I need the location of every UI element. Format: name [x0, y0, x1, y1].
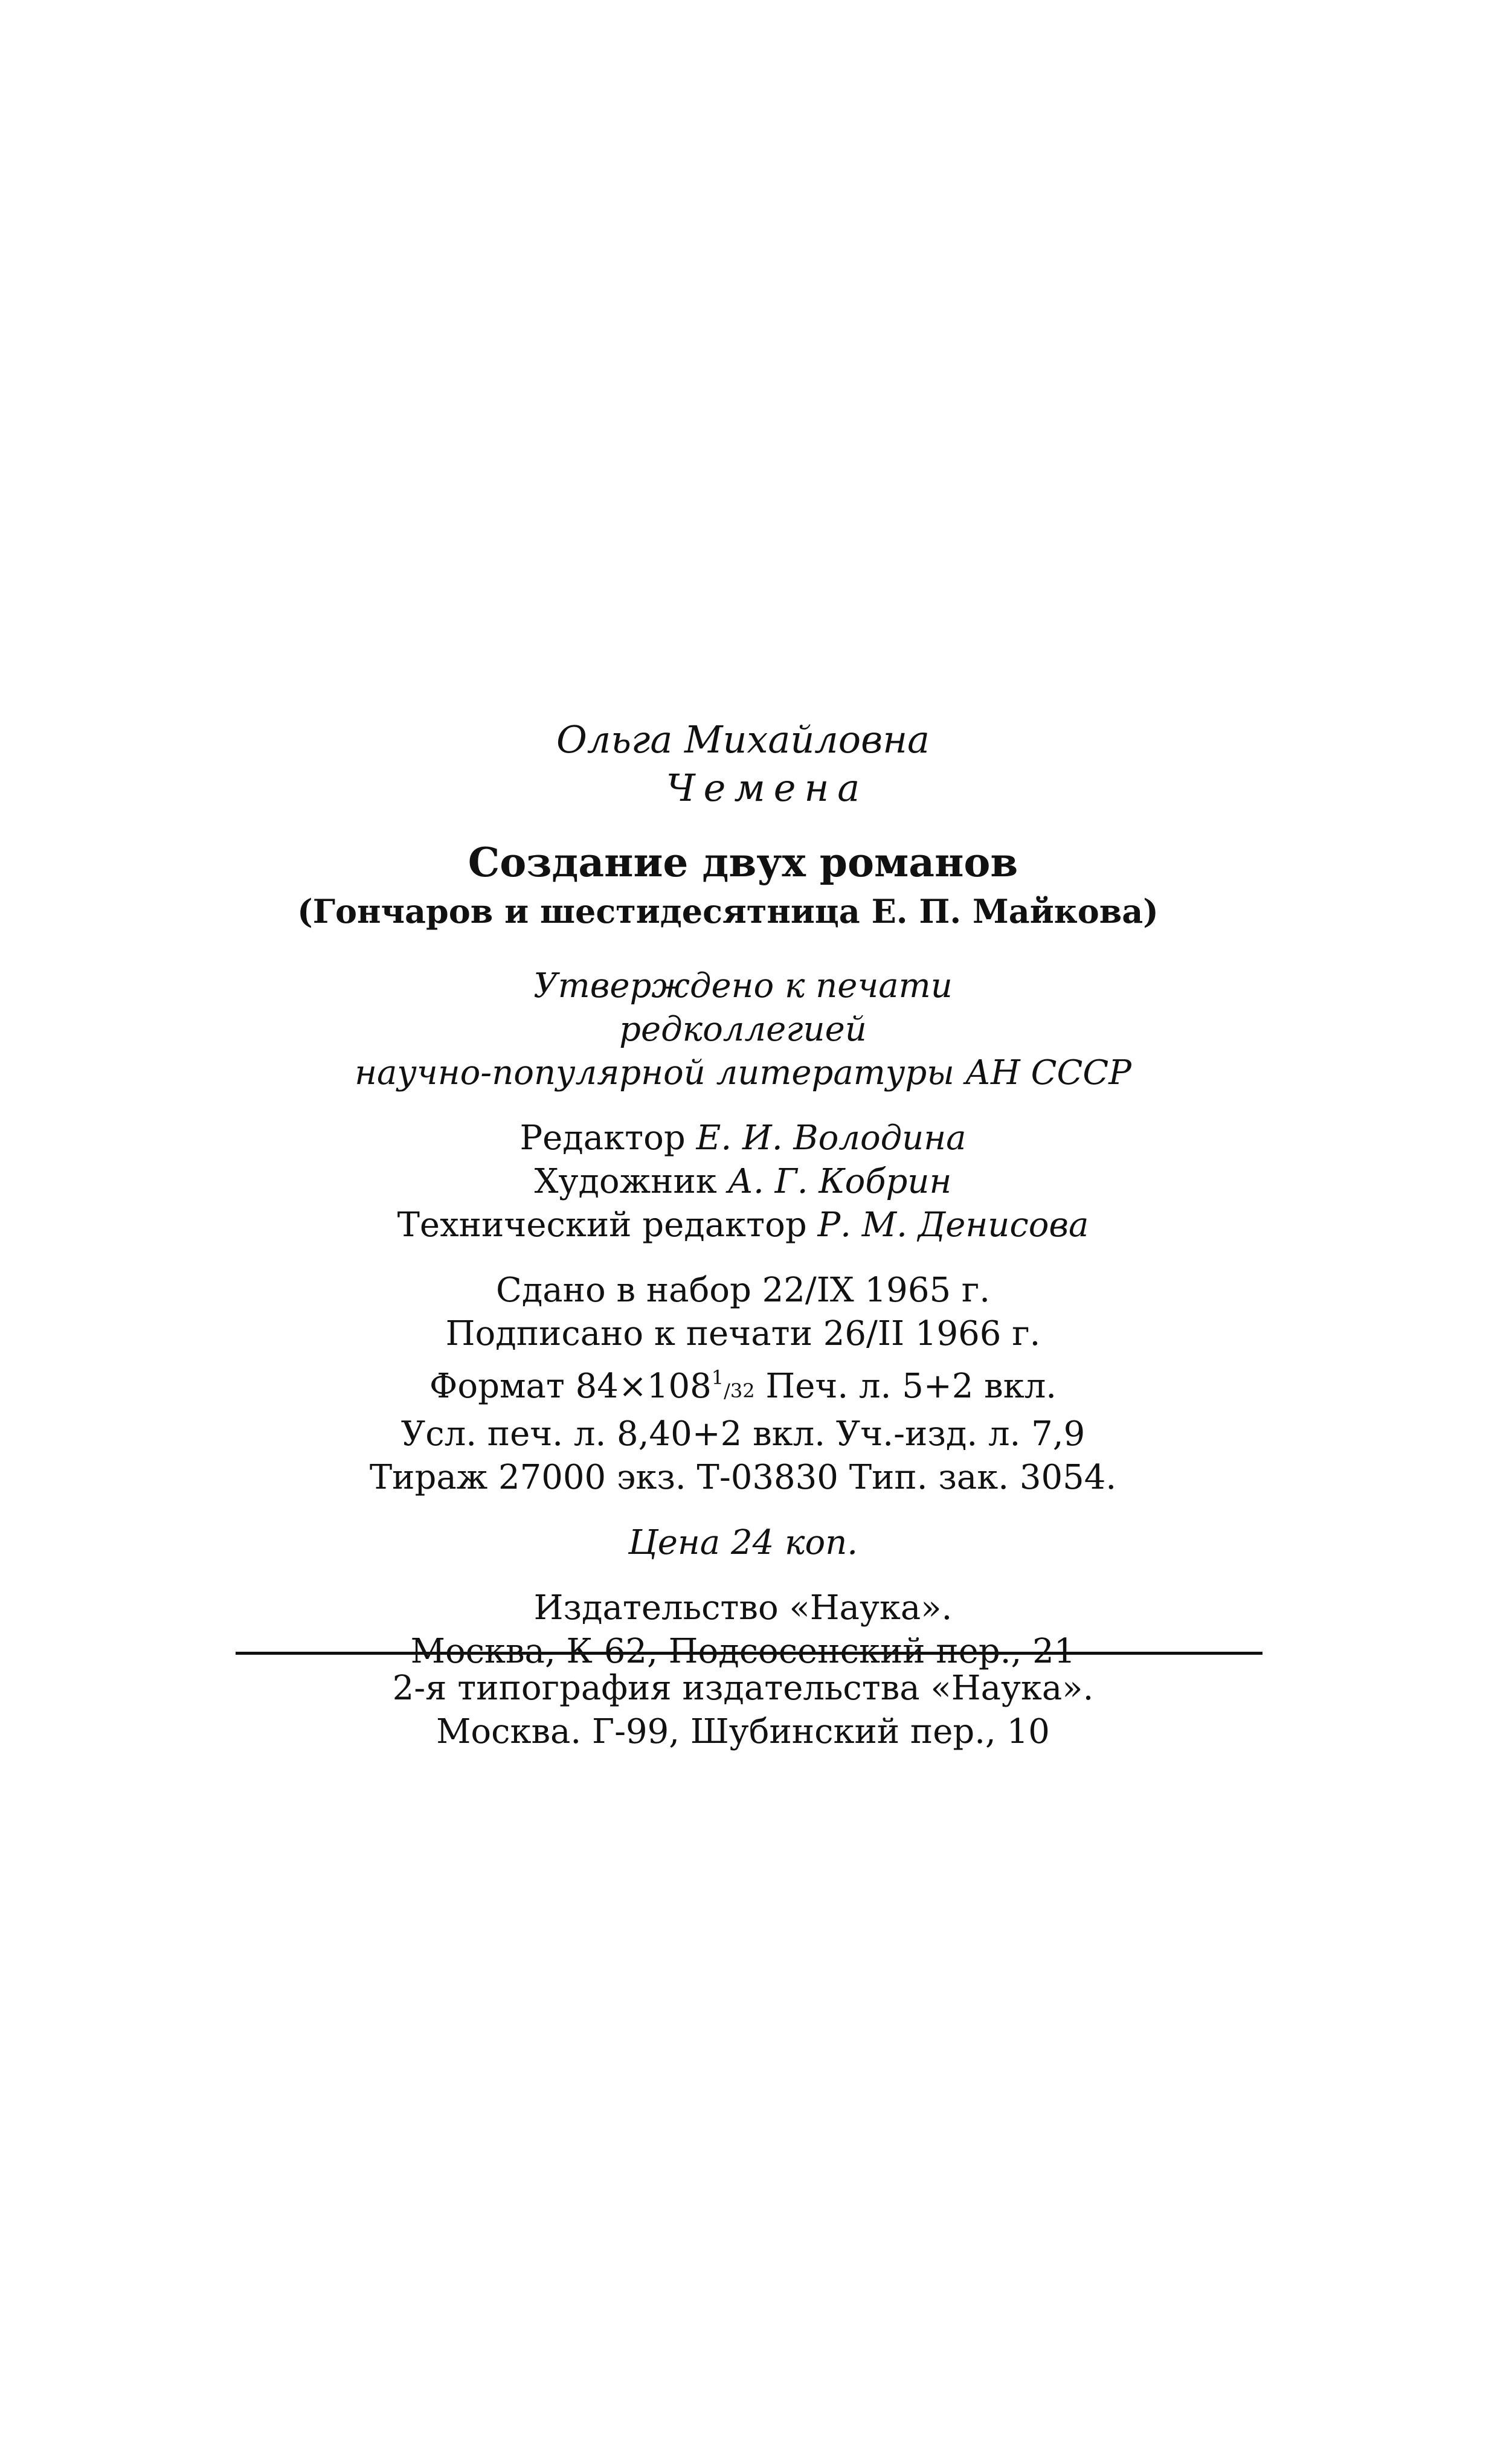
approval-line-2: редколлегией	[619, 1010, 867, 1049]
format-suffix: Печ. л. 5+2 вкл.	[754, 1367, 1057, 1406]
format-sup: 1	[711, 1366, 724, 1389]
print-sheets: Усл. печ. л. 8,40+2 вкл. Уч.-изд. л. 7,9	[400, 1414, 1086, 1454]
book-title: Создание двух романов	[468, 839, 1018, 886]
tech-editor-line	[0, 1204, 1486, 1247]
tech-editor-name: Р. М. Денисова	[817, 1205, 1089, 1245]
print-sent: Сдано в набор 22/IX 1965 г.	[495, 1271, 991, 1310]
artist-line	[0, 1160, 1486, 1204]
artist-name: А. Г. Кобрин	[727, 1162, 952, 1201]
approval-line-3: научно-популярной литературы АН СССР	[355, 1053, 1131, 1092]
book-subtitle: (Гончаров и шестидесятница Е. П. Майкова)	[297, 892, 1159, 931]
author-first-names: Ольга Михайловна	[556, 717, 930, 762]
print-run: Тираж 27000 экз. Т-03830 Тип. зак. 3054.	[369, 1458, 1117, 1497]
price: Цена 24 коп.	[628, 1523, 858, 1562]
print-signed: Подписано к печати 26/II 1966 г.	[445, 1314, 1041, 1353]
printer-block	[0, 1667, 1486, 1754]
approval-line-1: Утверждено к печати	[533, 966, 953, 1006]
format-prefix: Формат 84×108	[429, 1367, 712, 1406]
tech-editor-label: Технический редактор	[397, 1205, 807, 1245]
editor-label: Редактор	[519, 1118, 686, 1158]
editor-name: Е. И. Володина	[696, 1118, 967, 1158]
publisher-name: Издательство «Наука».	[533, 1588, 953, 1628]
author-last-name: Чемена	[666, 766, 869, 810]
print-format	[0, 1356, 1486, 1413]
publisher-address: Москва, К-62, Подсосенский пер., 21	[410, 1632, 1076, 1671]
format-sub: /32	[724, 1379, 755, 1402]
divider-rule	[236, 1652, 1262, 1655]
artist-label: Художник	[534, 1162, 717, 1201]
printer-address: Москва. Г-99, Шубинский пер., 10	[436, 1712, 1050, 1751]
printer-name: 2-я типография издательства «Наука».	[392, 1669, 1094, 1708]
colophon	[0, 716, 1486, 1673]
editor-line	[0, 1117, 1486, 1160]
